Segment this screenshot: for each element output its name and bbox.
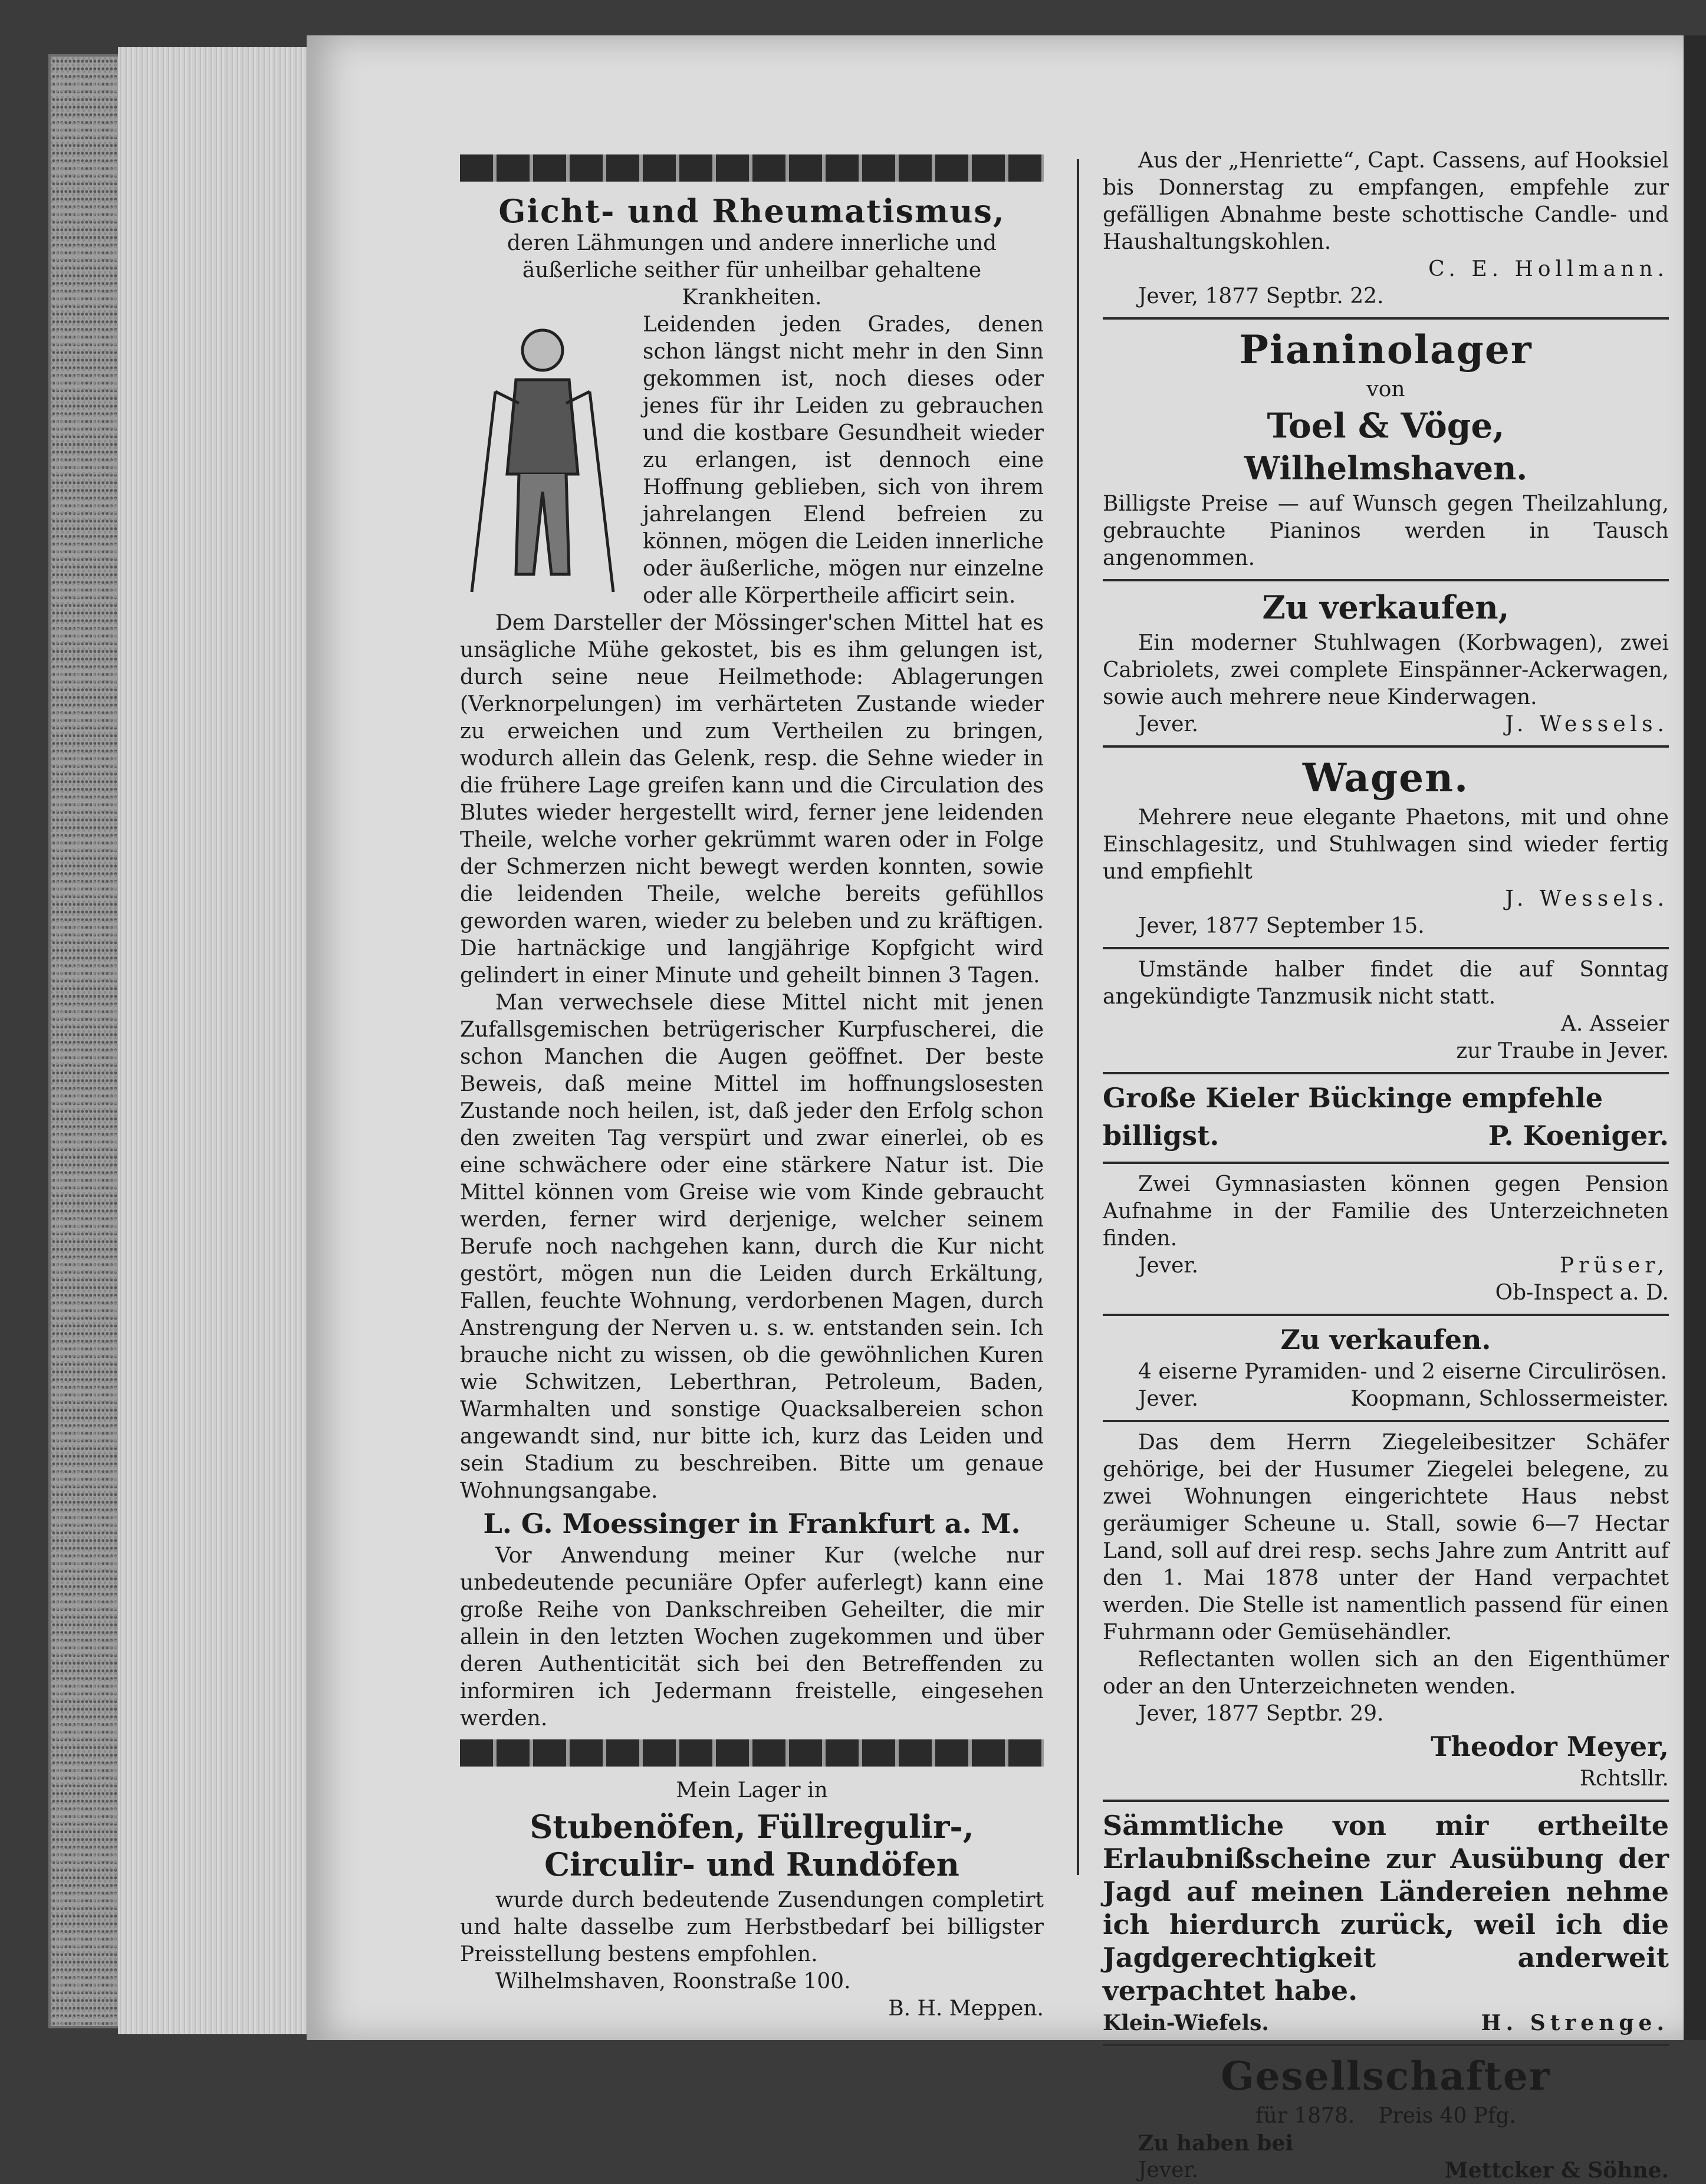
jagd-name: H. Strenge. <box>1481 2011 1669 2035</box>
gesellschafter-price: Preis 40 Pfg. <box>1378 2104 1516 2128</box>
kohlen-date: Jever, 1877 Septbr. 22. <box>1138 284 1384 308</box>
divider <box>1103 317 1669 320</box>
divider <box>1103 1800 1669 1802</box>
divider <box>1103 1314 1669 1316</box>
divider <box>1103 745 1669 748</box>
haus-role: Rchtsllr. <box>1579 1767 1669 1791</box>
tanz-place: zur Traube in Jever. <box>1456 1039 1669 1063</box>
gicht-figure-paragraph: Leidenden jeden Grades, denen schon längst nicht mehr in den Sinn gekommen ist, noch dieses oder jenes für ihr Leiden zu gebrauchen und die kostbare Gesundheit wieder zu erlangen, ist dennoch eine Hoffnung geblieben, sich von ihrem jahrelangen Elend befreien zu können, mögen die Leiden innerliche oder äußerliche, mögen nur einzelne oder alle Körpertheile afficirt sein. <box>643 313 1044 608</box>
gicht-paragraph-1: Dem Darsteller der Mössinger'schen Mittel hat es unsägliche Mühe gekostet, bis es ihm gelungen ist, durch seine neue Heilmethode: Ablagerungen (Verknorpelungen) im verhärteten Zustande wieder zu erweichen und zum Vertheilen zu bringen, wodurch allein das Gelenk, resp. die Sehne wieder in die frühere Lage greifen kann und die Circulation des Blutes wieder hergestellt wird, ferner jene leidenden Theile, welche vorher gekrümmt waren oder in Folge der Schmerzen nicht bewegt werden konnten, sowie die leidenden Theile, welche bereits gefühllos geworden waren, wieder zu beleben und zu kräftigen. Die hartnäckige und langjährige Kopfgicht wird gelindert in einer Minute und geheilt binnen 3 Tagen. <box>460 611 1044 988</box>
verkaufen2-title: Zu verkaufen. <box>1280 1324 1491 1356</box>
ofen-intro: Mein Lager in <box>676 1778 828 1803</box>
wagen-title: Wagen. <box>1302 755 1470 801</box>
decorative-bar-bottom <box>460 1739 1044 1767</box>
gesellschafter-year: für 1878. <box>1255 2104 1355 2128</box>
verkaufen1-name: J. Wessels. <box>1505 712 1669 736</box>
tanz-text: Umstände halber findet die auf Sonntag angekündigte Tanzmusik nicht statt. <box>1103 958 1669 1009</box>
ofen-name: B. H. Meppen. <box>888 1996 1044 2021</box>
gicht-subtitle: deren Lähmungen und andere innerliche und äußerliche seither für unheilbar gehaltene Krankheiten. <box>507 231 997 310</box>
piano-title: Pianinolager <box>1239 327 1533 373</box>
ofen-place: Wilhelmshaven, Roonstraße 100. <box>495 1969 851 1994</box>
gesellschafter-name: Mettcker & Söhne. <box>1444 2158 1669 2183</box>
verkaufen1-place: Jever. <box>1138 712 1199 736</box>
ofen-title: Stubenöfen, Füllregulir-, Circulir- und Rundöfen <box>530 1808 974 1883</box>
ofen-text: wurde durch bedeutende Zusendungen completirt und halte dasselbe zum Herbstbedarf bei billigster Preisstellung bestens empfohlen. <box>460 1888 1044 1966</box>
gicht-paragraph-2: Man verwechsele diese Mittel nicht mit jenen Zufallsgemischen betrügerischer Kurpfuscherei, die schon Manchen die Augen geöffnet. Der beste Beweis, daß meine Mittel im hoffnungslosesten Zustande noch heilen, ist, daß jeder den Erfolg schon den zweiten Tag verspürt und zwar einerlei, ob es eine schwächere oder eine stärkere Natur ist. Die Mittel können vom Greise wie vom Kinde gebraucht werden, ferner wird derjenige, welcher seinem Berufe noch nachgehen kann, durch die Kur nicht gestört, mögen nun die Leiden durch Erkältung, Fallen, feuchte Wohnung, verdorbenen Magen, durch Anstrengung der Nerven u. s. w. entstanden sein. Ich brauche nicht zu wissen, ob die gewöhnlichen Kuren wie Schwitzen, Leberthran, Petroleum, Baden, Warmhalten und sonstige Quacksalbereien schon angewandt sind, nur bitte ich, kurz das Leiden und sein Stadium zu beschreiben. Bitte um genaue Wohnungsangabe. <box>460 991 1044 1503</box>
kohlen-name: C. E. Hollmann. <box>1428 257 1669 281</box>
wagen-date: Jever, 1877 September 15. <box>1138 914 1425 938</box>
divider <box>1103 947 1669 949</box>
jagd-place: Klein-Wiefels. <box>1103 2011 1269 2035</box>
moessinger-signature: L. G. Moessinger in Frankfurt a. M. <box>483 1508 1021 1540</box>
piano-von: von <box>1366 377 1405 402</box>
haus-paragraph-2: Reflectanten wollen sich an den Eigenthümer oder an den Unterzeichneten wenden. <box>1103 1647 1669 1699</box>
wagen-text: Mehrere neue elegante Phaetons, mit und ohne Einschlagesitz, und Stuhlwagen sind wieder fertig und empfiehlt <box>1103 805 1669 884</box>
page-gutter-shadow <box>1684 35 1706 2040</box>
haus-name: Theodor Meyer, <box>1431 1731 1669 1762</box>
kohlen-text: Aus der „Henriette“, Capt. Cassens, auf Hooksiel bis Donnerstag zu empfangen, empfehle zur gefälligen Abnahme beste schottische Candle- und Haushaltungskohlen. <box>1103 149 1669 254</box>
jagd-text: Sämmtliche von mir ertheilte Erlaubnißscheine zur Ausübung der Jagd auf meinen Ländereien nehme ich hierdurch zurück, weil ich die Jagdgerechtigkeit anderweit verpachtet habe. <box>1103 1810 1669 2007</box>
gicht-title: Gicht- und Rheumatismus, <box>498 192 1005 230</box>
piano-text: Billigste Preise — auf Wunsch gegen Theilzahlung, gebrauchte Pianinos werden in Tausch angenommen. <box>1103 492 1669 570</box>
divider <box>1103 579 1669 581</box>
left-column <box>460 147 1044 2022</box>
buecking-left: billigst. <box>1103 1120 1219 1152</box>
piano-firm: Toel & Vöge, <box>1267 406 1505 446</box>
gymnasiasten-title: Ob-Inspect a. D. <box>1495 1281 1669 1305</box>
book-edge <box>48 54 124 2028</box>
tanz-name: A. Asseier <box>1560 1012 1669 1036</box>
decorative-bar <box>460 154 1044 182</box>
wagen-name: J. Wessels. <box>1505 887 1669 911</box>
gymnasiasten-text: Zwei Gymnasiasten können gegen Pension Aufnahme in der Familie des Unterzeichneten finden. <box>1103 1172 1669 1251</box>
verkaufen2-text: 4 eiserne Pyramiden- und 2 eiserne Circulirösen. <box>1138 1360 1667 1384</box>
divider <box>1103 2044 1669 2046</box>
gesellschafter-title: Gesellschafter <box>1221 2053 1551 2099</box>
right-column <box>1103 147 1669 2184</box>
page-stack <box>118 47 320 2034</box>
piano-city: Wilhelmshaven. <box>1244 449 1528 487</box>
verkaufen2-name: Koopmann, Schlossermeister. <box>1350 1387 1669 1411</box>
gymnasiasten-name: Prüser, <box>1559 1254 1669 1278</box>
man-with-crutches-illustration <box>460 315 631 604</box>
gicht-paragraph-3: Vor Anwendung meiner Kur (welche nur unbedeutende pecuniäre Opfer auferlegt) kann eine große Reihe von Dankschreiben Geheilter, die mir allein in den letzten Wochen zugekommen und über deren Authenticität sich bei den Betreffenden zu informiren ich Jedermann freistelle, eingesehen werden. <box>460 1544 1044 1731</box>
column-divider <box>1077 159 1079 1875</box>
buecking-name: P. Koeniger. <box>1488 1120 1669 1152</box>
verkaufen2-place: Jever. <box>1138 1387 1199 1411</box>
divider <box>1103 1420 1669 1422</box>
verkaufen1-title: Zu verkaufen, <box>1262 588 1510 626</box>
divider <box>1103 1162 1669 1164</box>
verkaufen1-text: Ein moderner Stuhlwagen (Korbwagen), zwei Cabriolets, zwei complete Einspänner-Ackerwagen, sowie auch mehrere neue Kinderwagen. <box>1103 631 1669 709</box>
gesellschafter-line1: Zu haben bei <box>1138 2131 1294 2156</box>
gymnasiasten-place: Jever. <box>1138 1254 1199 1278</box>
buecking-text: Große Kieler Bückinge empfehle <box>1103 1082 1603 1114</box>
haus-date: Jever, 1877 Septbr. 29. <box>1138 1702 1384 1726</box>
gesellschafter-place: Jever. <box>1138 2158 1199 2182</box>
haus-paragraph-1: Das dem Herrn Ziegeleibesitzer Schäfer gehörige, bei der Husumer Ziegelei belegene, zu zwei Wohnungen eingerichtete Haus nebst geräumiger Scheune u. Stall, sowie 6—7 Hectar Land, soll auf drei resp. sechs Jahre zum Antritt auf den 1. Mai 1878 unter der Hand verpachtet werden. Die Stelle ist namentlich passend für einen Fuhrmann oder Gemüsehändler. <box>1103 1430 1669 1644</box>
divider <box>1103 1072 1669 1074</box>
